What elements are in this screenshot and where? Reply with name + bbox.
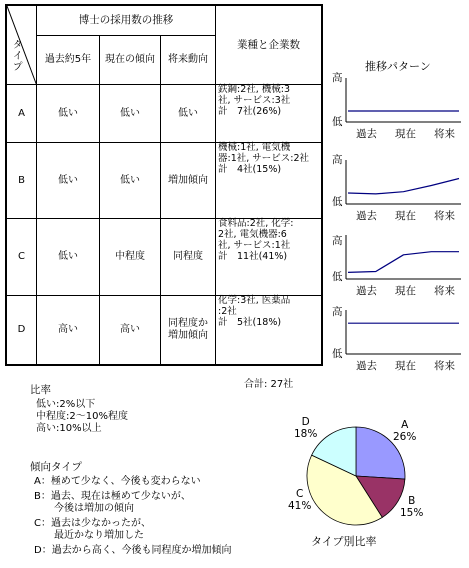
pattern-chart-b	[329, 152, 467, 222]
row-b-company	[216, 143, 321, 218]
x-label-now: 現在	[395, 360, 416, 372]
total-count: 合計: 27社	[244, 379, 294, 390]
trend-item-line: A：極めて少なく、今後も変わらない	[34, 476, 201, 487]
pattern-chart-d	[329, 302, 467, 372]
y-high-label: 高	[332, 154, 343, 166]
row-a-now: 低い	[120, 107, 140, 119]
pie-title: タイプ別比率	[311, 535, 377, 548]
row-c-company-line: 社, サービス:1社	[218, 239, 291, 251]
col-company-header: 業種と企業数	[237, 38, 300, 51]
type-table	[5, 4, 323, 366]
row-a-company-total: 計 7社(26%)	[218, 105, 282, 117]
row-b-future-line: 増加傾向	[168, 174, 208, 186]
trend-header: 博士の採用数の推移	[78, 14, 174, 27]
ratio-legend	[36, 399, 128, 436]
x-label-now: 現在	[395, 210, 416, 222]
y-low-label: 低	[332, 116, 343, 128]
trend-item-b	[34, 491, 191, 515]
x-label-now: 現在	[395, 128, 416, 140]
x-label-future: 将来	[434, 360, 455, 372]
pie-label-d-value: 18%	[294, 428, 318, 441]
x-label-future: 将来	[434, 285, 455, 297]
row-d-company	[216, 296, 321, 364]
row-d-company-line: 化学:3社, 医薬品	[218, 295, 291, 306]
row-d-type: D	[17, 324, 26, 335]
ratio-item-low: 低い:2%以下	[36, 399, 96, 410]
trend-item-a	[34, 476, 201, 488]
row-d-future-line: 増加傾向	[168, 330, 208, 341]
x-label-now: 現在	[395, 285, 416, 297]
row-d-now: 高い	[120, 324, 140, 335]
trend-line	[348, 252, 459, 273]
row-d-company-total: 計 5社(18%)	[218, 316, 282, 328]
row-c-type: C	[18, 251, 25, 262]
pattern-chart-c	[329, 227, 467, 297]
row-b-future	[161, 143, 215, 218]
y-low-label: 低	[332, 271, 343, 283]
trend-type-heading: 傾向タイプ	[30, 461, 82, 473]
x-label-future: 将来	[434, 210, 455, 222]
row-d-past: 高い	[58, 324, 78, 335]
pie-label-d	[294, 416, 317, 440]
row-a-company-line: 社, サービス:3社	[218, 94, 291, 106]
pie-label-b-name: B	[408, 495, 416, 507]
trend-item-line: B：過去、現在は極めて少ないが、	[34, 491, 191, 502]
trend-item-line: 最近かなり増加した	[34, 530, 144, 541]
row-b-type: B	[18, 174, 25, 186]
col-past-header: 過去約5年	[44, 54, 92, 65]
trend-item-d	[34, 545, 232, 557]
pattern-chart-a	[329, 70, 467, 140]
row-c-company-line: 2社, 電気機器:6	[218, 228, 287, 240]
row-c-past: 低い	[58, 251, 78, 262]
ratio-item-high: 高い:10%以上	[36, 423, 102, 435]
y-high-label: 高	[332, 235, 343, 247]
row-b-company-line: 器:1社, サービス:2社	[218, 152, 310, 164]
type-header	[9, 32, 21, 78]
ratio-heading: 比率	[30, 384, 51, 396]
row-a-future-line: 低い	[178, 107, 198, 119]
y-high-label: 高	[332, 72, 343, 84]
pie-label-c-name: C	[296, 488, 304, 500]
y-low-label: 低	[332, 196, 343, 208]
trend-item-line: C：過去は少なかったが、	[34, 518, 151, 529]
row-b-past: 低い	[58, 174, 78, 186]
pie-label-a-name: A	[401, 419, 409, 431]
type-header-label: タイプ	[10, 38, 22, 72]
row-a-company	[216, 85, 321, 142]
pattern-title: 推移パターン	[365, 60, 431, 73]
row-c-company-total: 計 11社(41%)	[218, 250, 288, 262]
trend-item-line: 今後は増加の傾向	[34, 503, 134, 514]
x-label-past: 過去	[356, 128, 377, 140]
row-b-company-total: 計 4社(15%)	[218, 163, 282, 175]
row-a-future	[161, 85, 215, 142]
y-high-label: 高	[332, 306, 343, 318]
col-future-header: 将来動向	[168, 54, 208, 65]
x-label-past: 過去	[356, 210, 377, 222]
row-b-company-line: 機械:1社, 電気機	[218, 142, 291, 153]
row-d-company-line: :2社	[218, 305, 237, 317]
y-low-label: 低	[332, 348, 343, 360]
pie-label-a-value: 26%	[393, 431, 417, 444]
row-a-type: A	[18, 107, 25, 119]
row-c-now: 中程度	[115, 251, 145, 262]
pie-label-a	[393, 419, 416, 443]
row-b-now: 低い	[120, 174, 140, 186]
row-c-future-line: 同程度	[173, 251, 203, 262]
trend-line	[348, 179, 459, 194]
row-a-past: 低い	[58, 107, 78, 119]
pie-label-d-name: D	[301, 416, 310, 428]
col-now-header: 現在の傾向	[105, 54, 155, 65]
row-d-future-line: 同程度か	[168, 318, 208, 329]
pie-label-b	[400, 495, 423, 519]
pie-label-b-value: 15%	[400, 507, 424, 520]
row-d-future	[161, 296, 215, 364]
trend-item-line: D：過去から高く、今後も同程度か増加傾向	[34, 545, 232, 556]
row-c-company-line: 食料品:2社, 化学:	[218, 218, 294, 229]
x-label-future: 将来	[434, 128, 455, 140]
row-c-company	[216, 219, 321, 295]
trend-item-c	[34, 518, 151, 542]
row-a-company-line: 鉄鋼:2社, 機械:3	[218, 84, 291, 95]
x-label-past: 過去	[356, 360, 377, 372]
row-c-future	[161, 219, 215, 295]
pie-label-c	[288, 488, 311, 512]
x-label-past: 過去	[356, 285, 377, 297]
pie-label-c-value: 41%	[288, 500, 312, 513]
ratio-item-mid: 中程度:2～10%程度	[36, 411, 128, 423]
